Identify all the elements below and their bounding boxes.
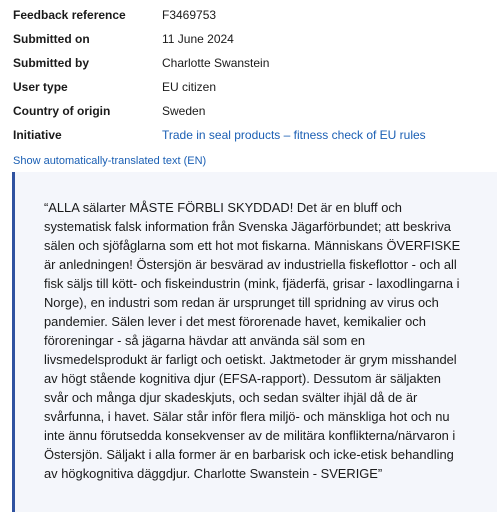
meta-label: Initiative [13,128,62,142]
meta-row-user-type [13,75,493,99]
meta-row-country-of-origin [13,99,493,123]
meta-value: F3469753 [162,8,217,22]
meta-label: User type [13,80,68,94]
meta-row-submitted-on [13,27,493,51]
meta-value: Sweden [162,104,206,118]
feedback-text: “ALLA sälarter MÅSTE FÖRBLI SKYDDAD! Det är en bluff och systematisk falsk information från Svenska Jägarförbundet; att beskriva sälen och sjöfåglarna som ett hot mot fiskarna. Människans ÖVERFISKE är anledningen! Östersjön är besvärad av industriella fiskeflottor - och all fisk säljs till kött- och fiskeindustrin (mink, fjäderfä, grisar - laxodlingarna i Norge), en industri som redan är ursprunget till spridning av virus och pandemier. Sälen lever i det mest förorenade havet, kemikalier och föroreningar - så jägarna hävdar att använda säl som en livsmedelsprodukt är farligt och oetiskt. Jaktmetoder är grym misshandel av högt stående kognitiva djur (EFSA-rapport). Dessutom är säljakten svår och många djur skadeskjuts, och sedan svälter ihjäl då de är svårfunna, i havet. Sälar står inför flera miljö- och mänskliga hot och nu inte ännu förutsedda konsekvenser av de militära konflikterna/närvaron i Östersjön. Säljakt i alla former är en barbarisk och icke-etisk behandling av högkognitiva däggdjur. Charlotte Swanstein - SVERIGE” [44,200,461,481]
meta-label: Submitted on [13,32,90,46]
meta-row-submitted-by [13,51,493,75]
initiative-link[interactable]: Trade in seal products – fitness check of EU rules [162,128,426,142]
meta-label: Submitted by [13,56,90,70]
show-translation-link[interactable]: Show automatically-translated text (EN) [13,155,207,167]
meta-value: Charlotte Swanstein [162,56,270,70]
meta-label: Feedback reference [13,8,126,22]
meta-label: Country of origin [13,104,111,118]
meta-value: 11 June 2024 [162,32,234,46]
feedback-quote-box [12,172,497,512]
meta-row-initiative [13,123,493,147]
meta-value: EU citizen [162,80,217,94]
meta-row-feedback-reference [13,3,493,27]
